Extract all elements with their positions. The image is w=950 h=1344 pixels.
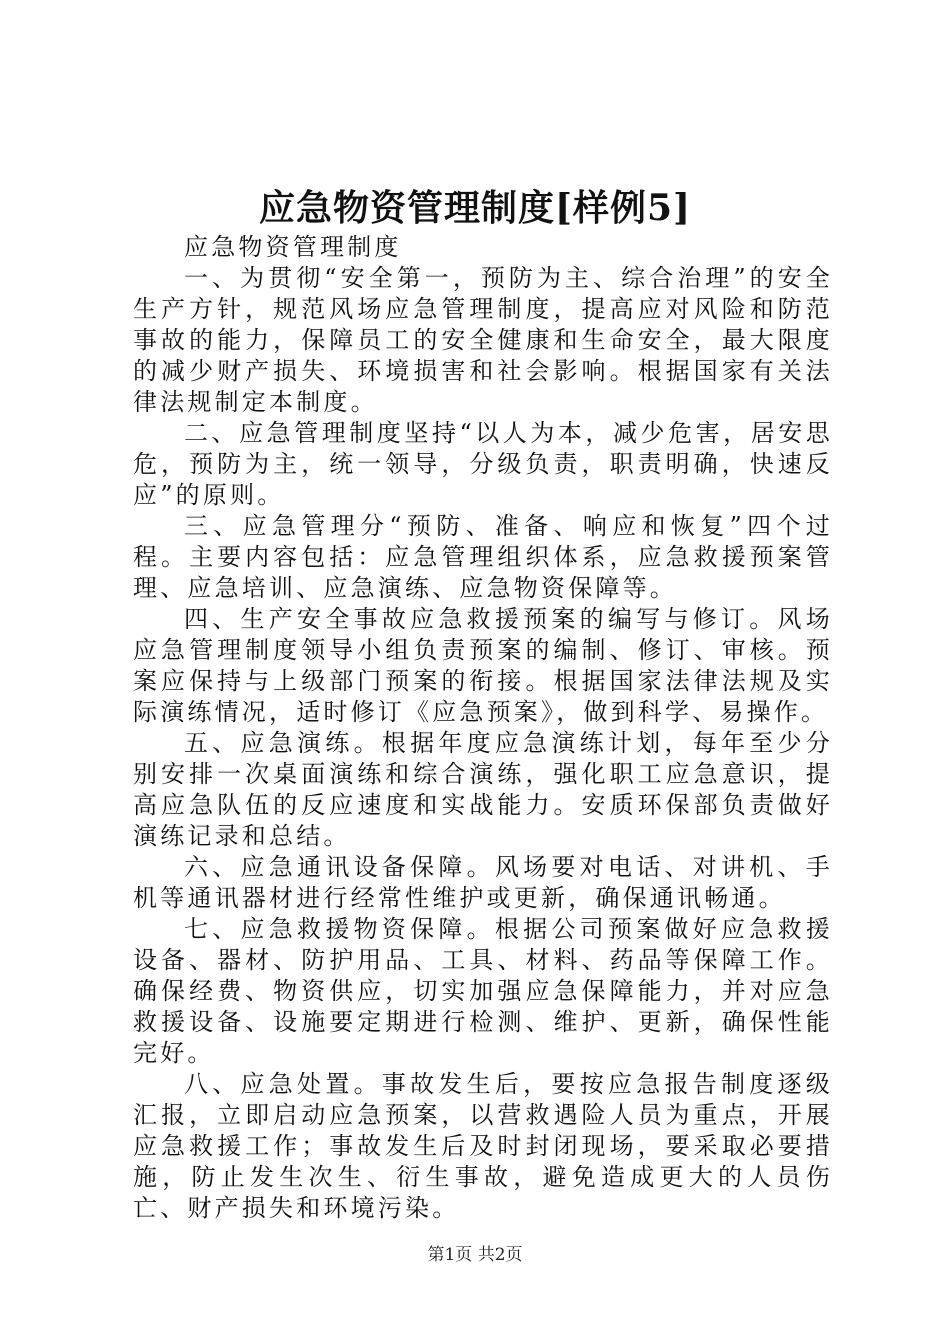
page-number-footer: 第1页 共2页 <box>427 1245 523 1265</box>
paragraph-7: 七、应急救援物资保障。根据公司预案做好应急救援设备、器材、防护用品、工具、材料、药品等保障工作。确保经费、物资供应，切实加强应急保障能力，并对应急救援设备、设施要定期进行检测、维护、更新，确保性能完好。 <box>133 915 833 1067</box>
paragraph-1: 一、为贯彻“安全第一，预防为主、综合治理”的安全生产方针，规范风场应急管理制度，提高应对风险和防范事故的能力，保障员工的安全健康和生命安全，最大限度的减少财产损失、环境损害和社会影响。根据国家有关法律法规制定本制度。 <box>133 264 833 416</box>
document-body <box>133 232 833 1224</box>
paragraph-5: 五、应急演练。根据年度应急演练计划，每年至少分别安排一次桌面演练和综合演练，强化职工应急意识，提高应急队伍的反应速度和实战能力。安质环保部负责做好演练记录和总结。 <box>133 729 833 850</box>
document-title: 应急物资管理制度[样例5] <box>258 187 692 229</box>
paragraph-4: 四、生产安全事故应急救援预案的编写与修订。风场应急管理制度领导小组负责预案的编制、修订、审核。预案应保持与上级部门预案的衔接。根据国家法律法规及实际演练情况，适时修订《应急预案》，做到科学、易操作。 <box>133 605 833 726</box>
paragraph-heading: 应急物资管理制度 <box>184 233 402 261</box>
paragraph-3: 三、应急管理分“预防、准备、响应和恢复”四个过程。主要内容包括：应急管理组织体系，应急救援预案管理、应急培训、应急演练、应急物资保障等。 <box>133 512 833 602</box>
paragraph-6: 六、应急通讯设备保障。风场要对电话、对讲机、手机等通讯器材进行经常性维护或更新，确保通讯畅通。 <box>133 853 833 912</box>
paragraph-2: 二、应急管理制度坚持“以人为本，减少危害，居安思危，预防为主，统一领导，分级负责，职责明确，快速反应”的原则。 <box>133 419 833 509</box>
paragraph-8: 八、应急处置。事故发生后，要按应急报告制度逐级汇报，立即启动应急预案，以营救遇险人员为重点，开展应急救援工作；事故发生后及时封闭现场，要采取必要措施，防止发生次生、衍生事故，避免造成更大的人员伤亡、财产损失和环境污染。 <box>133 1070 833 1222</box>
